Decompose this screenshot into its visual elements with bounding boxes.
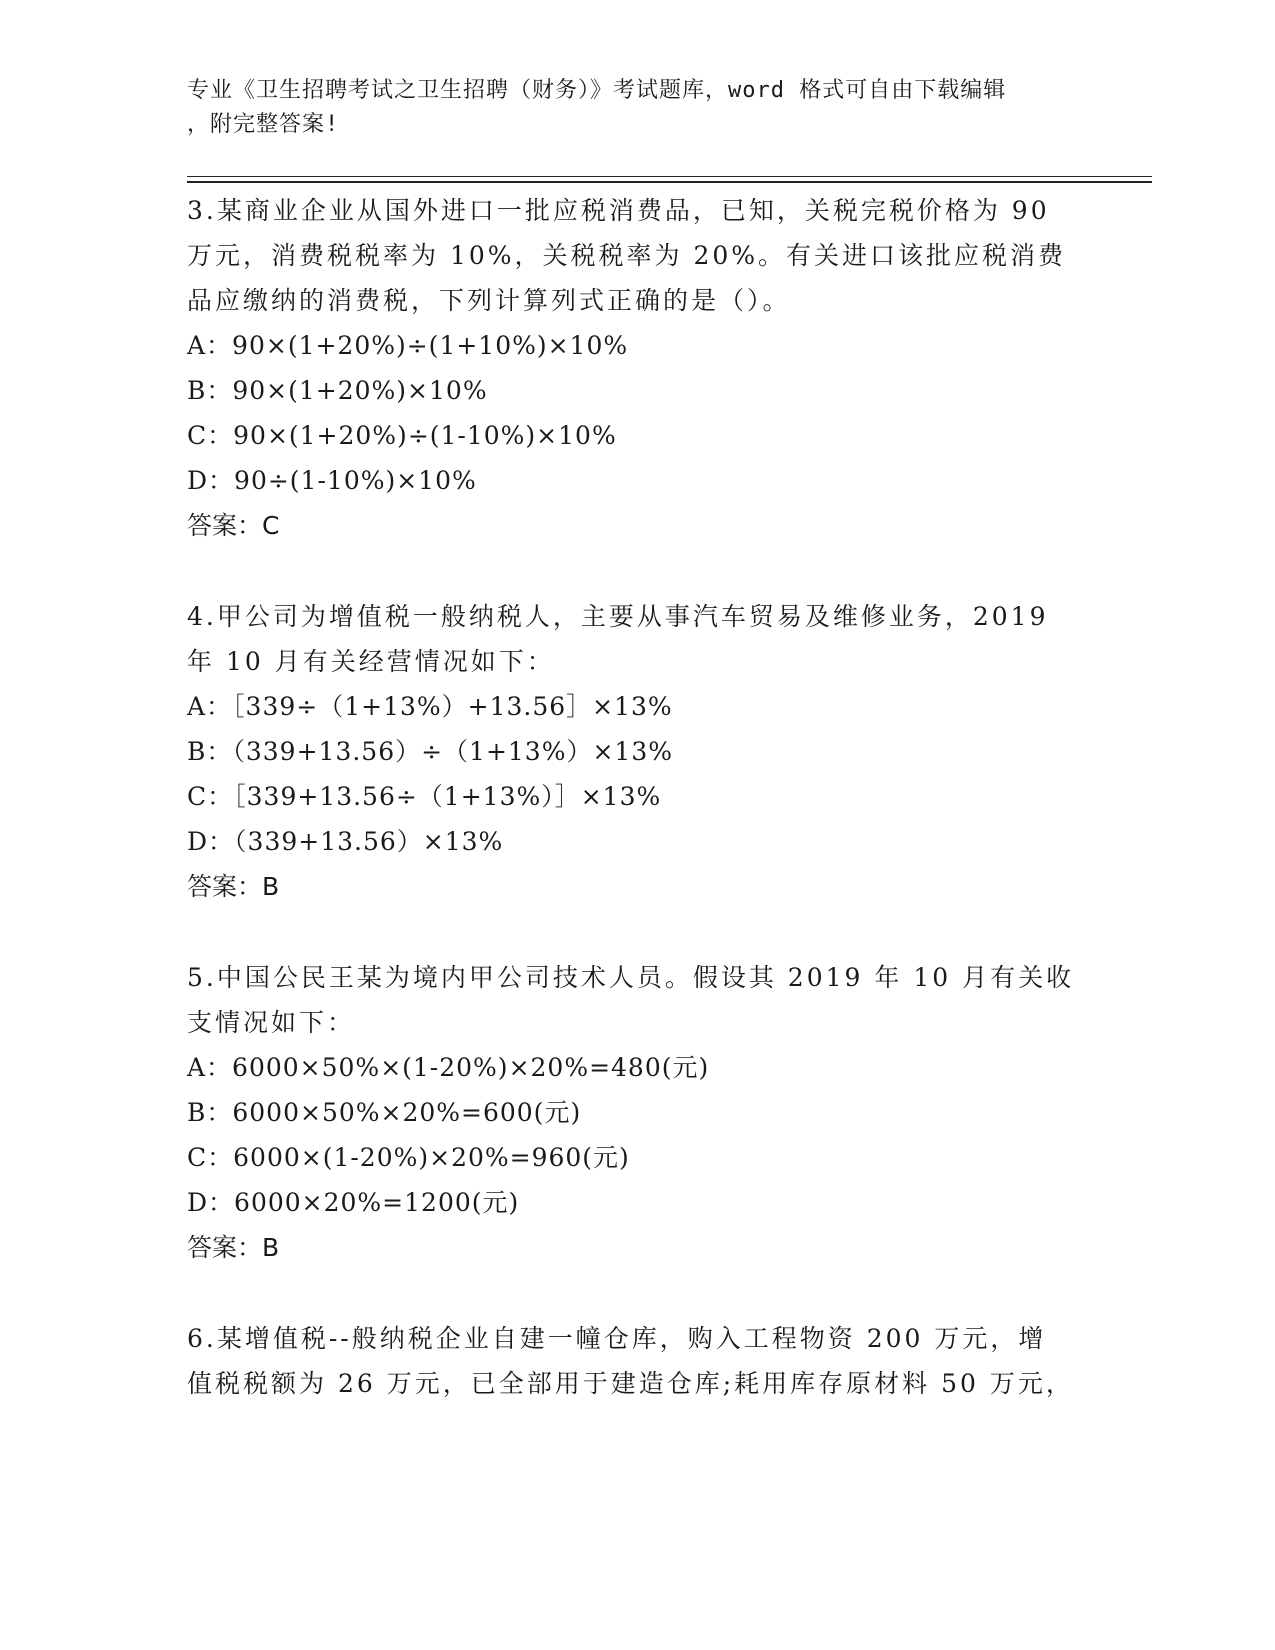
question-stem-line: 年 10 月有关经营情况如下： (187, 647, 555, 676)
option-b: B：（339+13.56）÷（1+13%）×13% (187, 737, 673, 766)
question-spacer (187, 548, 1087, 594)
question-stem-line: 6.某增值税--般纳税企业自建一幢仓库，购入工程物资 200 万元，增 (187, 1324, 1047, 1353)
option-c: C：90×(1+20%)÷(1-10%)×10% (187, 421, 617, 450)
question-spacer (187, 1270, 1087, 1316)
header-line-2: ，附完整答案! (187, 112, 340, 137)
question-stem-line: 4.甲公司为增值税一般纳税人，主要从事汽车贸易及维修业务，2019 (187, 602, 1049, 631)
option-b: B：6000×50%×20%=600(元) (187, 1098, 582, 1127)
option-a: A：6000×50%×(1-20%)×20%=480(元) (187, 1053, 710, 1082)
question-stem-line: 值税税额为 26 万元，已全部用于建造仓库;耗用库存原材料 50 万元， (187, 1369, 1074, 1398)
option-a: A：［339÷（1+13%）+13.56］×13% (187, 692, 673, 721)
question-stem-line: 3.某商业企业从国外进口一批应税消费品，已知，关税完税价格为 90 (187, 196, 1050, 225)
question-stem-line: 支情况如下： (187, 1008, 356, 1037)
document-header (187, 74, 1067, 142)
question-stem-line: 万元，消费税税率为 10%，关税税率为 20%。有关进口该批应税消费 (187, 241, 1067, 270)
question-3 (187, 188, 1087, 548)
header-divider-thick (187, 181, 1152, 183)
question-6 (187, 1316, 1087, 1406)
option-c: C：6000×(1-20%)×20%=960(元) (187, 1143, 630, 1172)
option-c: C：［339+13.56÷（1+13%）］×13% (187, 782, 662, 811)
answer-line: 答案：C (187, 511, 280, 540)
answer-line: 答案：B (187, 872, 280, 901)
question-list (187, 188, 1087, 1406)
option-a: A：90×(1+20%)÷(1+10%)×10% (187, 331, 629, 360)
question-stem-line: 5.中国公民王某为境内甲公司技术人员。假设其 2019 年 10 月有关收 (187, 963, 1075, 992)
answer-line: 答案：B (187, 1233, 280, 1262)
header-line-1: 专业《卫生招聘考试之卫生招聘（财务）》考试题库，word 格式可自由下载编辑 (187, 78, 1007, 103)
question-stem-line: 品应缴纳的消费税，下列计算列式正确的是（）。 (187, 286, 791, 315)
header-divider-thin (187, 176, 1152, 177)
question-spacer (187, 909, 1087, 955)
question-5 (187, 955, 1087, 1270)
question-4 (187, 594, 1087, 909)
option-b: B：90×(1+20%)×10% (187, 376, 488, 405)
option-d: D：90÷(1-10%)×10% (187, 466, 477, 495)
option-d: D：6000×20%=1200(元) (187, 1188, 520, 1217)
option-d: D：（339+13.56）×13% (187, 827, 504, 856)
